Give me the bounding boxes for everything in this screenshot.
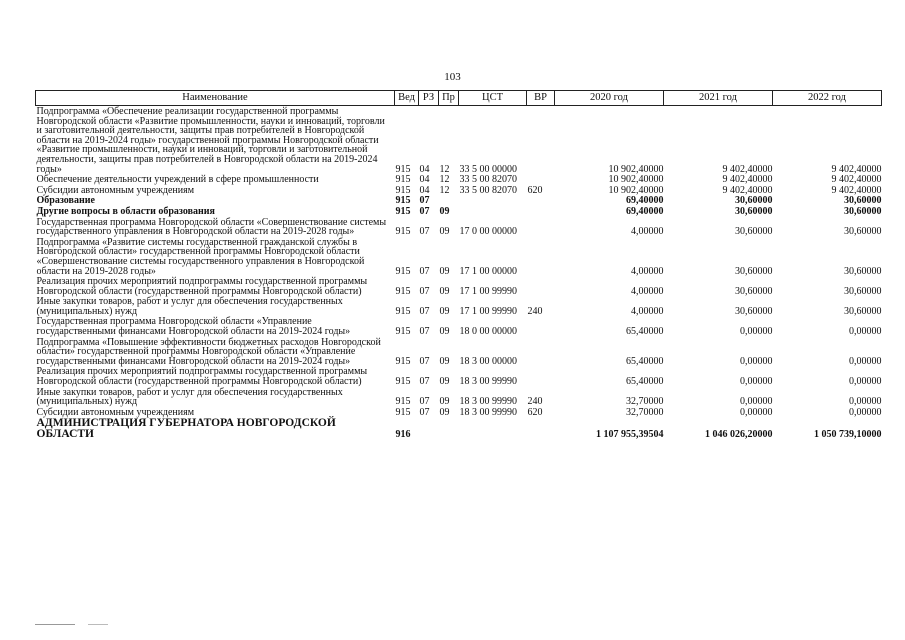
cell-2020: 32,70000 bbox=[626, 406, 664, 418]
cell-pr: 12 bbox=[439, 174, 450, 186]
cell-2021: 30,60000 bbox=[735, 226, 773, 238]
cell-pr: 09 bbox=[439, 265, 450, 277]
cell-2021: 9 402,40000 bbox=[722, 174, 773, 186]
cell-2022: 30,60000 bbox=[844, 265, 882, 277]
cell-vr bbox=[527, 106, 555, 175]
header-pr: Пр bbox=[439, 91, 459, 106]
cell-2020: 4,00000 bbox=[631, 285, 664, 297]
cell-ved: 915 bbox=[395, 285, 411, 297]
cell-ved: 915 bbox=[395, 195, 411, 207]
footer-rule bbox=[35, 624, 75, 625]
cell-cst bbox=[459, 195, 527, 206]
cell-cst: 17 1 00 99990 bbox=[459, 305, 517, 317]
cell-cst: 17 1 00 00000 bbox=[459, 265, 517, 277]
cell-rz: 04 bbox=[419, 163, 430, 175]
cell-cst: 18 0 00 00000 bbox=[459, 326, 517, 338]
cell-2022: 0,00000 bbox=[849, 355, 882, 367]
table-row bbox=[36, 296, 882, 316]
cell-vr bbox=[527, 337, 555, 367]
footer-dash bbox=[88, 624, 108, 625]
cell-2020: 4,00000 bbox=[631, 226, 664, 238]
table-row bbox=[36, 206, 882, 217]
cell-2022: 0,00000 bbox=[849, 326, 882, 338]
cell-rz: 04 bbox=[419, 184, 430, 196]
cell-2020: 65,40000 bbox=[626, 326, 664, 338]
cell-rz: 07 bbox=[419, 326, 430, 338]
page-number: 103 bbox=[444, 71, 461, 83]
cell-rz: 07 bbox=[419, 226, 430, 238]
cell-2021: 0,00000 bbox=[740, 326, 773, 338]
cell-ved: 916 bbox=[395, 428, 411, 440]
table-row bbox=[36, 316, 882, 336]
cell-2022: 0,00000 bbox=[849, 396, 882, 408]
cell-cst: 18 3 00 99990 bbox=[459, 406, 517, 418]
cell-2022: 9 402,40000 bbox=[831, 174, 882, 186]
cell-name: Подпрограмма «Развитие системы государственной гражданской службы в Новгородской области» государственной программы Новгородской области «Совершенствование системы государственного управления в Новгородской области на 2019-2028 годы» bbox=[36, 236, 365, 277]
cell-vr bbox=[527, 195, 555, 206]
cell-pr: 12 bbox=[439, 163, 450, 175]
cell-2022: 30,60000 bbox=[844, 226, 882, 238]
cell-2020: 69,40000 bbox=[626, 195, 664, 207]
cell-pr: 09 bbox=[439, 376, 450, 388]
header-2021: 2021 год bbox=[664, 91, 773, 106]
cell-vr bbox=[527, 206, 555, 217]
table-row bbox=[36, 276, 882, 296]
cell-ved: 915 bbox=[395, 326, 411, 338]
cell-cst: 33 5 00 00000 bbox=[459, 163, 517, 175]
cell-vr: 620 bbox=[527, 184, 543, 196]
cell-2020: 10 902,40000 bbox=[608, 174, 664, 186]
table-row bbox=[36, 366, 882, 386]
cell-pr: 09 bbox=[439, 406, 450, 418]
cell-cst: 17 0 00 00000 bbox=[459, 226, 517, 238]
cell-vr bbox=[527, 174, 555, 185]
cell-ved: 915 bbox=[395, 406, 411, 418]
cell-ved: 915 bbox=[395, 205, 411, 217]
cell-2020: 1 107 955,39504 bbox=[596, 428, 664, 440]
header-vr: ВР bbox=[527, 91, 555, 106]
cell-2020: 32,70000 bbox=[626, 396, 664, 408]
table-row bbox=[36, 387, 882, 407]
table-row bbox=[36, 185, 882, 196]
cell-vr bbox=[527, 316, 555, 336]
cell-name: Другие вопросы в области образования bbox=[36, 205, 215, 217]
cell-ved: 915 bbox=[395, 163, 411, 175]
cell-name: Реализация прочих мероприятий подпрограммы государственной программы Новгородской области (государственной программы Новгородской области) bbox=[36, 366, 368, 388]
cell-2020: 69,40000 bbox=[626, 205, 664, 217]
cell-cst: 18 3 00 99990 bbox=[459, 376, 517, 388]
cell-rz bbox=[419, 417, 439, 439]
cell-vr bbox=[527, 237, 555, 276]
cell-2021: 30,60000 bbox=[735, 205, 773, 217]
cell-2020: 10 902,40000 bbox=[608, 184, 664, 196]
cell-name: Реализация прочих мероприятий подпрограммы государственной программы Новгородской области (государственной программы Новгородской области) bbox=[36, 276, 368, 297]
cell-2021: 0,00000 bbox=[740, 355, 773, 367]
cell-ved: 915 bbox=[395, 305, 411, 317]
cell-rz: 07 bbox=[419, 355, 430, 367]
cell-2020: 65,40000 bbox=[626, 376, 664, 388]
table-row bbox=[36, 195, 882, 206]
cell-2021: 0,00000 bbox=[740, 376, 773, 388]
cell-cst bbox=[459, 206, 527, 217]
cell-2022: 1 050 739,10000 bbox=[814, 428, 882, 440]
cell-vr bbox=[527, 417, 555, 439]
cell-2020: 4,00000 bbox=[631, 265, 664, 277]
cell-rz: 07 bbox=[419, 396, 430, 408]
cell-vr: 620 bbox=[527, 406, 543, 418]
cell-vr bbox=[527, 366, 555, 386]
cell-2021: 1 046 026,20000 bbox=[705, 428, 773, 440]
cell-ved: 915 bbox=[395, 355, 411, 367]
table-body bbox=[36, 106, 882, 440]
cell-ved: 915 bbox=[395, 226, 411, 238]
cell-name: Обеспечение деятельности учреждений в сфере промышленности bbox=[36, 174, 319, 186]
cell-2022: 9 402,40000 bbox=[831, 163, 882, 175]
cell-cst bbox=[459, 417, 527, 439]
cell-2021: 0,00000 bbox=[740, 396, 773, 408]
cell-cst: 33 5 00 82070 bbox=[459, 174, 517, 186]
table-row bbox=[36, 237, 882, 276]
cell-2022: 9 402,40000 bbox=[831, 184, 882, 196]
header-2022: 2022 год bbox=[773, 91, 882, 106]
cell-2022: 0,00000 bbox=[849, 376, 882, 388]
table-row bbox=[36, 337, 882, 367]
cell-pr: 12 bbox=[439, 184, 450, 196]
cell-rz: 07 bbox=[419, 406, 430, 418]
cell-2020: 10 902,40000 bbox=[608, 163, 664, 175]
cell-pr bbox=[439, 417, 459, 439]
cell-2021: 9 402,40000 bbox=[722, 184, 773, 196]
cell-name: Подпрограмма «Повышение эффективности бюджетных расходов Новгородской области» государственной программы Новгородской области «Управление государственными финансами Новгородской области на 2019-2024 годы» bbox=[36, 336, 381, 367]
cell-name: Иные закупки товаров, работ и услуг для обеспечения государственных (муниципальных) нужд bbox=[36, 296, 343, 317]
cell-rz: 07 bbox=[419, 265, 430, 277]
cell-pr: 09 bbox=[439, 355, 450, 367]
cell-vr bbox=[527, 217, 555, 237]
cell-rz: 07 bbox=[419, 205, 430, 217]
cell-ved: 915 bbox=[395, 376, 411, 388]
cell-ved: 915 bbox=[395, 265, 411, 277]
cell-2022: 30,60000 bbox=[844, 195, 882, 207]
cell-pr bbox=[439, 195, 459, 206]
cell-2022: 30,60000 bbox=[844, 285, 882, 297]
cell-2021: 30,60000 bbox=[735, 285, 773, 297]
cell-2020: 65,40000 bbox=[626, 355, 664, 367]
cell-rz: 07 bbox=[419, 376, 430, 388]
header-rz: РЗ bbox=[419, 91, 439, 106]
header-2020: 2020 год bbox=[555, 91, 664, 106]
cell-cst: 33 5 00 82070 bbox=[459, 184, 517, 196]
cell-pr: 09 bbox=[439, 305, 450, 317]
cell-2022: 0,00000 bbox=[849, 406, 882, 418]
cell-name: Образование bbox=[36, 195, 95, 207]
table-row bbox=[36, 407, 882, 418]
cell-pr: 09 bbox=[439, 285, 450, 297]
cell-cst: 18 3 00 99990 bbox=[459, 396, 517, 408]
cell-2022: 30,60000 bbox=[844, 305, 882, 317]
cell-2022: 30,60000 bbox=[844, 205, 882, 217]
cell-name: АДМИНИСТРАЦИЯ ГУБЕРНАТОРА НОВГОРОДСКОЙ ОБЛАСТИ bbox=[36, 417, 336, 440]
header-row bbox=[36, 91, 882, 106]
cell-2021: 0,00000 bbox=[740, 406, 773, 418]
cell-pr: 09 bbox=[439, 226, 450, 238]
cell-name: Государственная программа Новгородской области «Управление государственными финансами Новгородской области на 2019-2024 годы» bbox=[36, 316, 351, 338]
header-ved: Вед bbox=[395, 91, 419, 106]
cell-cst: 18 3 00 00000 bbox=[459, 355, 517, 367]
cell-name: Подпрограмма «Обеспечение реализации государственной программы Новгородской области «Развитие промышленности, науки и инноваций, торговли и заготовительной деятельности, защиты прав потребителей в Новгородской области на 2019-2024 годы» государственной программы Новгородской области «Развитие промышленности, науки и инноваций, торговли и заготовительной деятельности, защиты прав потребителей в Новгородской области на 2019-2024 годы» bbox=[36, 106, 385, 175]
cell-ved: 915 bbox=[395, 174, 411, 186]
table-row bbox=[36, 174, 882, 185]
cell-rz: 07 bbox=[419, 305, 430, 317]
budget-table bbox=[35, 90, 882, 439]
table-row bbox=[36, 217, 882, 237]
cell-name: Иные закупки товаров, работ и услуг для обеспечения государственных (муниципальных) нужд bbox=[36, 386, 343, 408]
cell-vr: 240 bbox=[527, 396, 543, 408]
cell-rz: 07 bbox=[419, 195, 430, 207]
table-row bbox=[36, 417, 882, 439]
cell-ved: 915 bbox=[395, 184, 411, 196]
header-name: Наименование bbox=[36, 91, 395, 106]
table-row bbox=[36, 106, 882, 175]
cell-pr: 09 bbox=[439, 396, 450, 408]
cell-name: Субсидии автономным учреждениям bbox=[36, 406, 195, 418]
cell-rz: 07 bbox=[419, 285, 430, 297]
cell-2021: 30,60000 bbox=[735, 195, 773, 207]
cell-2021: 30,60000 bbox=[735, 265, 773, 277]
cell-vr bbox=[527, 276, 555, 296]
header-cst: ЦСТ bbox=[459, 91, 527, 106]
cell-ved: 915 bbox=[395, 396, 411, 408]
cell-pr: 09 bbox=[439, 205, 450, 217]
cell-name: Государственная программа Новгородской области «Совершенствование системы государственного управления в Новгородской области на 2019-2028 годы» bbox=[36, 216, 387, 238]
cell-cst: 17 1 00 99990 bbox=[459, 285, 517, 297]
cell-2021: 9 402,40000 bbox=[722, 163, 773, 175]
cell-name: Субсидии автономным учреждениям bbox=[36, 184, 195, 196]
cell-2021: 30,60000 bbox=[735, 305, 773, 317]
cell-rz: 04 bbox=[419, 174, 430, 186]
cell-vr: 240 bbox=[527, 305, 543, 317]
cell-2020: 4,00000 bbox=[631, 305, 664, 317]
cell-pr: 09 bbox=[439, 326, 450, 338]
